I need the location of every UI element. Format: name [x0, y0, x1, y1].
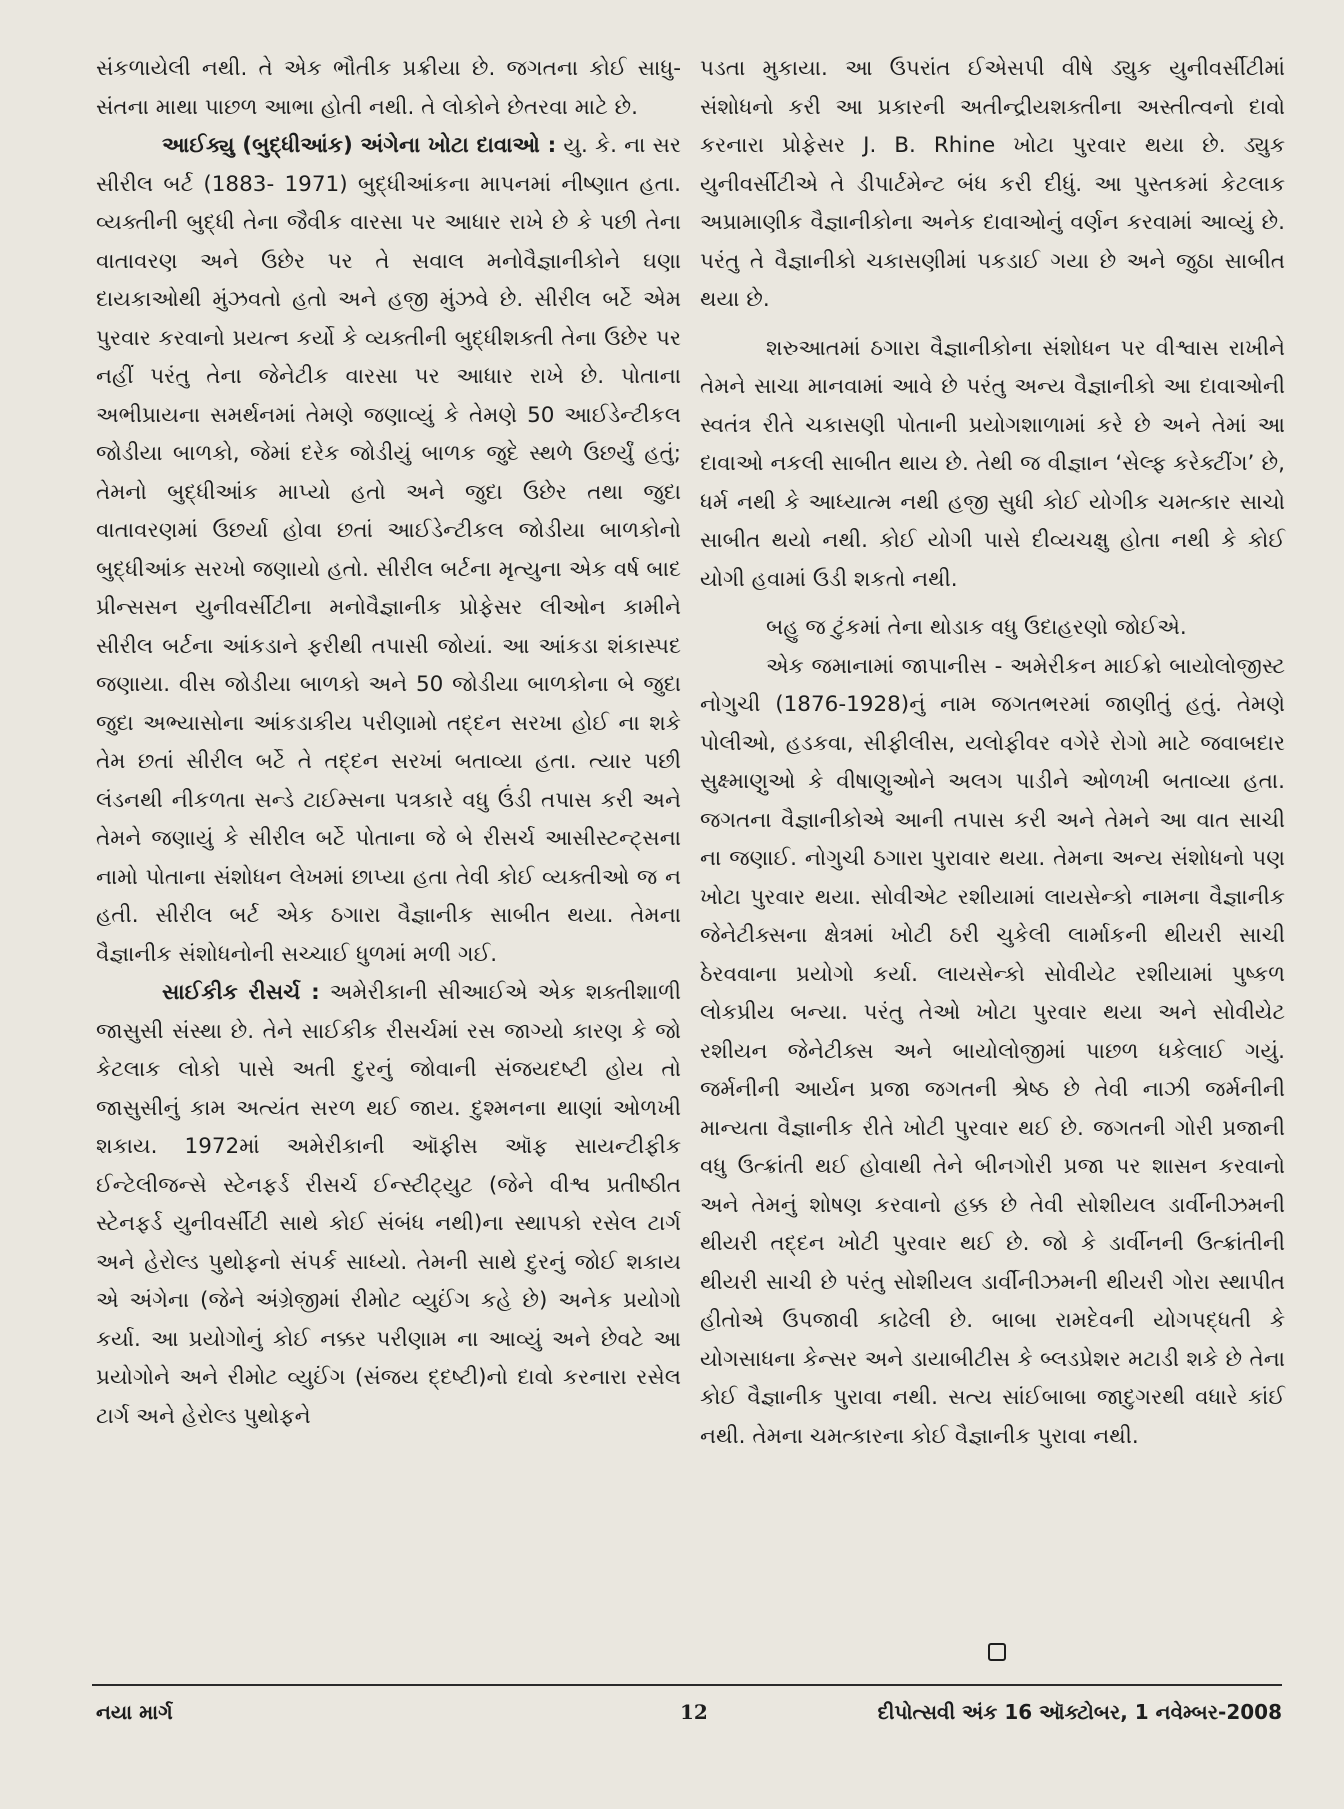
paragraph-psychic-research: [96, 974, 681, 1436]
paragraph-psychic-body: અમેરીકાની સીઆઈએ એક શક્તીશાળી જાસુસી સંસ્થા છે. તેને સાઈકીક રીસર્ચમાં રસ જાગ્યો કારણ કે જો કેટલાક લોકો પાસે અતી દુરનું જોવાની સંજયદષ્ટી હોય તો જાસુસીનું કામ અત્યંત સરળ થઈ જાય. દુશ્મનના થાણાં ઓળખી શકાય. 1972માં અમેરીકાની ઑફીસ ઑફ સાયન્ટીફીક ઈન્ટેલીજન્સે સ્ટેનફર્ડ રીસર્ચ ઈન્સ્ટીટ્યુટ (જેને વીશ્વ પ્રતીષ્ઠીત સ્ટેનફર્ડ યુનીવર્સીટી સાથે કોઈ સંબંધ નથી)ના સ્થાપકો રસેલ ટાર્ગ અને હેરોલ્ડ પુથોફનો સંપર્ક સાધ્યો. તેમની સાથે દુરનું જોઈ શકાય એ અંગેના (જેને અંગ્રેજીમાં રીમોટ વ્યુઈંગ કહે છે) અનેક પ્રયોગો કર્યા. આ પ્રયોગોનું કોઈ નક્કર પરીણામ ના આવ્યું અને છેવટે આ પ્રયોગોને અને રીમોટ વ્યુઈંગ (સંજય દ્દષ્ટી)નો દાવો કરનારા રસેલ ટાર્ગ અને હેરોલ્ડ પુથોફને: [96, 980, 681, 1429]
hollow-square-icon: [988, 1643, 1006, 1661]
paragraph-intro: સંકળાયેલી નથી. તે એક ભૌતીક પ્રક્રીયા છે. જગતના કોઈ સાધુ-સંતના માથા પાછળ આભા હોતી નથી. તે લોકોને છેતરવા માટે છે.: [96, 56, 681, 120]
paragraph-examples: એક જમાનામાં જાપાનીસ - અમેરીકન માઈક્રો બાયોલોજીસ્ટ નોગુચી (1876-1928)નું નામ જગતભરમાં જાણીતું હતું. તેમણે પોલીઓ, હડકવા, સીફીલીસ, યલોફીવર વગેરે રોગો માટે જવાબદાર સુક્ષ્માણુઓ કે વીષાણુઓને અલગ પાડીને ઓળખી બતાવ્યા હતા. જગતના વૈજ્ઞાનીકોએ આની તપાસ કરી અને તેમને આ વાત સાચી ના જણાઈ. નોગુચી ઠગારા પુરાવાર થયા. તેમના અન્ય સંશોધનો પણ ખોટા પુરવાર થયા. સોવીએટ રશીયામાં લાયસેન્કો નામના વૈજ્ઞાનીક જેનેટીક્સના ક્ષેત્રમાં ખોટી ઠરી ચુકેલી લાર્માકની થીયરી સાચી ઠેરવવાના પ્રયોગો કર્યા. લાયસેન્કો સોવીયેટ રશીયામાં પુષ્કળ લોકપ્રીય બન્યા. પરંતુ તેઓ ખોટા પુરવાર થયા અને સોવીયેટ રશીયન જેનેટીક્સ અને બાયોલોજીમાં પાછળ ધકેલાઈ ગયું. જર્મનીની આર્યન પ્રજા જગતની શ્રેષ્ઠ છે તેવી નાઝી જર્મનીની માન્યતા વૈજ્ઞાનીક રીતે ખોટી પુરવાર થઈ છે. જગતની ગોરી પ્રજાની વધુ ઉત્ક્રાંતી થઈ હોવાથી તેને બીનગોરી પ્રજા પર શાસન કરવાનો અને તેમનું શોષણ કરવાનો હક્ક છે તેવી સોશીયલ ડાર્વીનીઝમની થીયરી તદ્દન ખોટી પુરવાર થઈ છે. જો કે ડાર્વીનની ઉત્ક્રાંતીની થીયરી સાચી છે પરંતુ સોશીયલ ડાર્વીનીઝમની થીયરી ગોરા સ્થાપીત હીતોએ ઉપજાવી કાઢેલી છે. બાબા રામદેવની યોગપદ્ધતી કે યોગસાધના કેન્સર અને ડાયાબીટીસ કે બ્લડપ્રેશર મટાડી શકે છે તેના કોઈ વૈજ્ઞાનીક પુરાવા નથી. સત્ય સાંઈબાબા જાદુગરથી વધારે કાંઈ નથી. તેમના ચમત્કારના કોઈ વૈજ્ઞાનીક પુરાવા નથી.: [700, 653, 1285, 1449]
footer-publication-name: નયા માર્ગ: [96, 1700, 173, 1724]
paragraph-iq-body: યુ. કે. ના સર સીરીલ બર્ટ (1883- 1971) બુદ્ધીઆંકના માપનમાં નીષ્ણાત હતા. વ્યક્તીની બુદ્ધી તેના જૈવીક વારસા પર આધાર રાખે છે કે પછી તેના વાતાવરણ અને ઉછેર પર તે સવાલ મનોવૈજ્ઞાનીકોને ઘણા દાયકાઓથી મુંઝવતો હતો અને હજી મુંઝવે છે. સીરીલ બર્ટે એમ પુરવાર કરવાનો પ્રયત્ન કર્યો કે વ્યક્તીની બુદ્ધીશક્તી તેના ઉછેર પર નહીં પરંતુ તેના જેનેટીક વારસા પર આધાર રાખે છે. પોતાના અભીપ્રાયના સમર્થનમાં તેમણે જણાવ્યું કે તેમણે 50 આઈડેન્ટીકલ જોડીયા બાળકો, જેમાં દરેક જોડીયું બાળક જુદે સ્થળે ઉછર્યું હતું; તેમનો બુદ્ધીઆંક માપ્યો હતો અને જુદા ઉછેર તથા જુદા વાતાવરણમાં ઉછર્યા હોવા છતાં આઈડેન્ટીકલ જોડીયા બાળકોનો બુદ્ધીઆંક સરખો જણાયો હતો. સીરીલ બર્ટના મૃત્યુના એક વર્ષ બાદ પ્રીન્સસન યુનીવર્સીટીના મનોવૈજ્ઞાનીક પ્રોફેસર લીઓન કામીને સીરીલ બર્ટના આંકડાને ફરીથી તપાસી જોયાં. આ આંકડા શંકાસ્પદ જણાયા. વીસ જોડીયા બાળકો અને 50 જોડીયા બાળકોના બે જુદા જુદા અભ્યાસોના આંકડાકીય પરીણામો તદ્દન સરખા હોઈ ના શકે તેમ છતાં સીરીલ બર્ટે તે તદ્દન સરખાં બતાવ્યા હતા. ત્યાર પછી લંડનથી નીકળતા સન્ડે ટાઈમ્સના પત્રકારે વધુ ઉંડી તપાસ કરી અને તેમને જણાયું કે સીરીલ બર્ટે પોતાના જે બે રીસર્ચ આસીસ્ટન્ટ્સના નામો પોતાના સંશોધન લેખમાં છાપ્યા હતા તેવી કોઈ વ્યક્તીઓ જ ન હતી. સીરીલ બર્ટ એક ઠગારા વૈજ્ઞાનીક સાબીત થયા. તેમના વૈજ્ઞાનીક સંશોધનોની સચ્ચાઈ ધુળમાં મળી ગઈ.: [96, 133, 682, 967]
page-number: 12: [680, 1700, 708, 1724]
paragraph-iq-claims: [96, 127, 681, 974]
footer-issue-date: દીપોત્સવી અંક 16 ઑક્ટોબર, 1 નવેમ્બર-2008: [877, 1700, 1282, 1724]
paragraph-examples-intro: બહુ જ ટુંકમાં તેના થોડાક વધુ ઉદાહરણો જોઈએ.: [766, 615, 1187, 640]
left-column: [96, 50, 681, 1436]
section-heading-psychic: સાઈકીક રીસર્ચ :: [162, 980, 320, 1005]
paragraph-self-correcting: શરુઆતમાં ઠગારા વૈજ્ઞાનીકોના સંશોધન પર વીશ્વાસ રાખીને તેમને સાચા માનવામાં આવે છે પરંતુ અન્ય વૈજ્ઞાનીકો આ દાવાઓની સ્વતંત્ર રીતે ચકાસણી પોતાની પ્રયોગશાળામાં કરે છે અને તેમાં આ દાવાઓ નકલી સાબીત થાય છે. તેથી જ વીજ્ઞાન ‘સેલ્ફ કરેક્ટીંગ’ છે, ધર્મ નથી કે આધ્યાત્મ નથી હજી સુધી કોઈ યોગીક ચમત્કાર સાચો સાબીત થયો નથી. કોઈ યોગી પાસે દીવ્યચક્ષુ હોતા નથી કે કોઈ યોગી હવામાં ઉડી શકતો નથી.: [700, 335, 1285, 592]
paragraph-duke-esp: પડતા મુકાયા. આ ઉપરાંત ઈએસપી વીષે ડ્યુક યુનીવર્સીટીમાં સંશોધનો કરી આ પ્રકારની અતીન્દ્રીયશક્તીના અસ્તીત્વનો દાવો કરનારા પ્રોફેસર J. B. Rhine ખોટા પુરવાર થયા છે. ડ્યુક યુનીવર્સીટીએ તે ડીપાર્ટમેન્ટ બંધ કરી દીધું. આ પુસ્તકમાં કેટલાક અપ્રામાણીક વૈજ્ઞાનીકોના અનેક દાવાઓનું વર્ણન કરવામાં આવ્યું છે. પરંતુ તે વૈજ્ઞાનીકો ચકાસણીમાં પકડાઈ ગયા છે અને જુઠા સાબીત થયા છે.: [700, 56, 1285, 312]
section-heading-iq: આઈક્યુ (બુદ્ધીઆંક) અંગેના ખોટા દાવાઓ :: [162, 133, 557, 158]
footer-divider: [92, 1684, 1282, 1686]
right-column: [700, 50, 1285, 1456]
